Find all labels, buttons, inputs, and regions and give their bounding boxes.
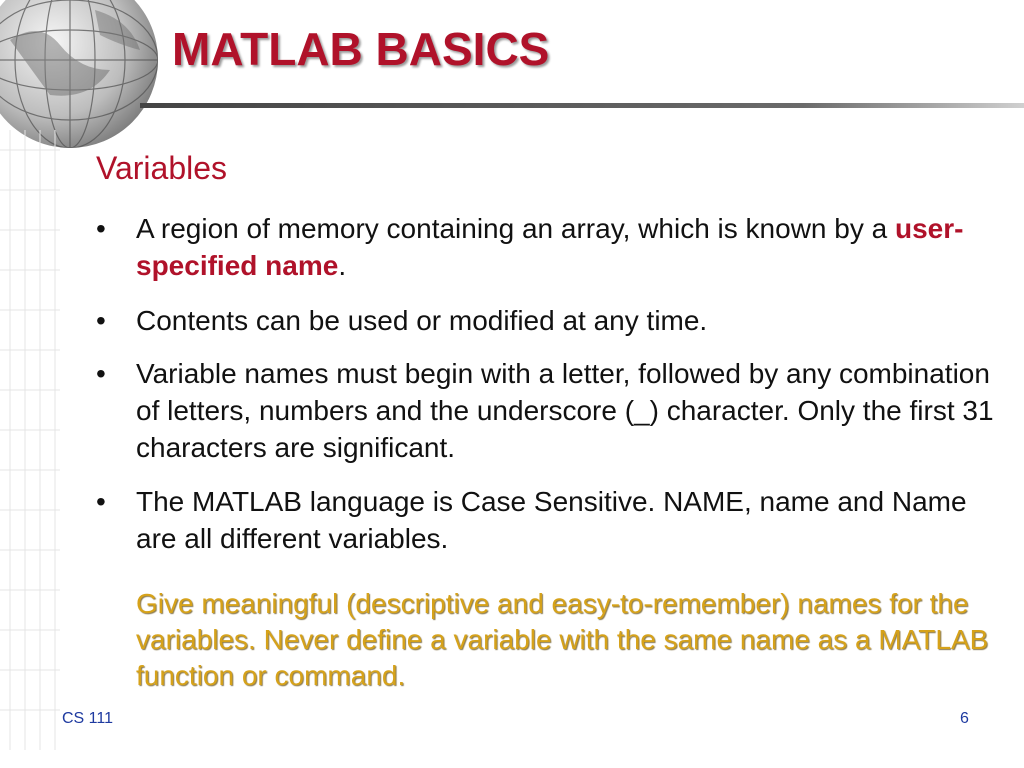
bullet-item bbox=[96, 483, 996, 557]
bullet-text: Contents can be used or modified at any time. bbox=[136, 305, 708, 336]
bullet-text: The MATLAB language is Case Sensitive. NAME, name and Name are all different variables. bbox=[136, 486, 967, 554]
section-heading: Variables bbox=[96, 150, 228, 186]
note-text: Give meaningful (descriptive and easy-to-remember) names for the variables. Never define a variable with the same name as a MATLAB function or command. bbox=[136, 588, 989, 691]
highlight-text: user-specified name bbox=[136, 213, 964, 281]
footer-course: CS 111 bbox=[62, 710, 113, 727]
bullet-marker: • bbox=[96, 305, 106, 336]
bullet-item bbox=[96, 302, 996, 339]
bullet-item bbox=[96, 210, 996, 284]
bullet-item bbox=[96, 355, 996, 466]
bullet-text bbox=[136, 210, 996, 284]
bullet-text-part: . bbox=[338, 250, 347, 281]
globe-icon bbox=[0, 0, 170, 150]
bullet-marker: • bbox=[96, 213, 106, 244]
title-divider bbox=[140, 103, 1024, 108]
bullet-text: Variable names must begin with a letter, followed by any combination of letters, numbers and the underscore (_) character. Only the first 31 characters are significant. bbox=[136, 358, 994, 463]
grid-pattern bbox=[0, 130, 60, 750]
slide-title: MATLAB BASICS bbox=[172, 23, 550, 75]
bullet-marker: • bbox=[96, 358, 106, 389]
bullet-text-part: A region of memory containing an array, which is known by a bbox=[136, 213, 895, 244]
bullet-marker: • bbox=[96, 486, 106, 517]
page-number: 6 bbox=[960, 710, 969, 727]
